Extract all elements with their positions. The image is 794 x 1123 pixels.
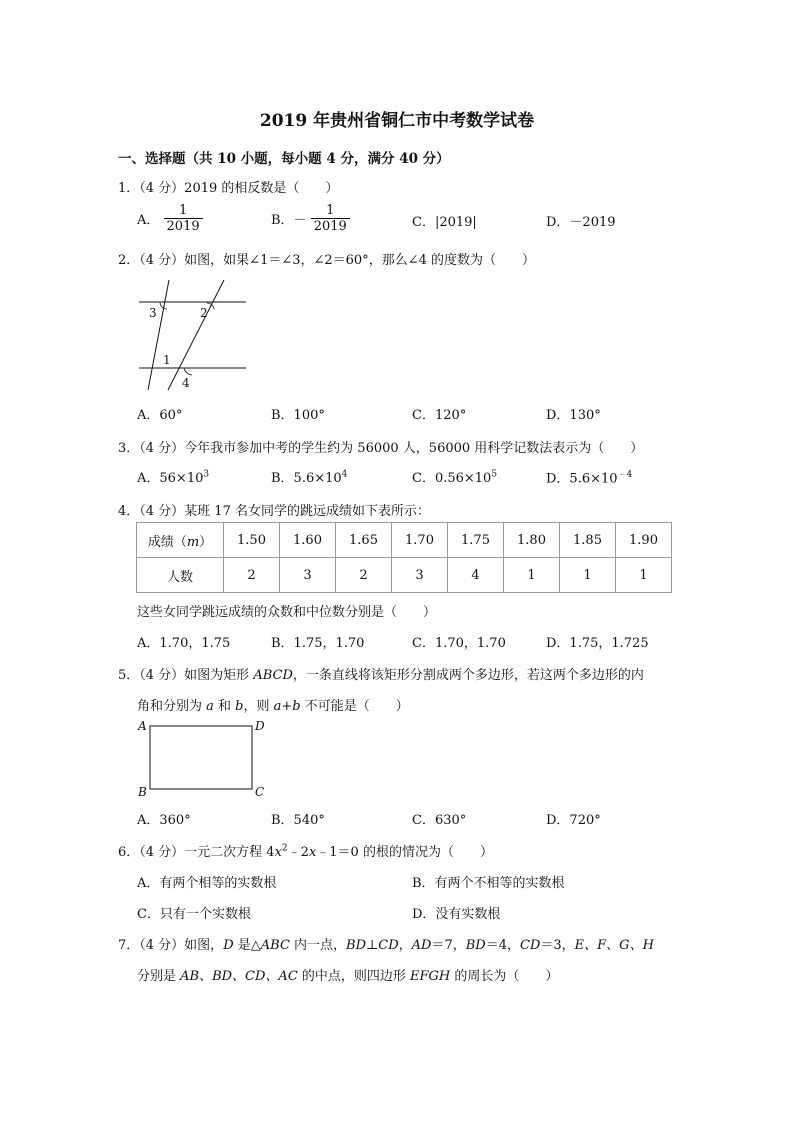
- q5-label-c: C: [255, 785, 265, 799]
- q2-label-2: 2: [200, 306, 208, 320]
- q1-a-numerator: 1: [164, 203, 203, 219]
- q6-stem-a: 6．（4 分）一元二次方程 4: [118, 845, 275, 860]
- q7-pts-efgh: E、F、G、H: [574, 938, 654, 953]
- q7-seg-ad: AD: [411, 938, 432, 953]
- q5-label-a: A: [138, 719, 147, 733]
- q2-right-transversal: [168, 280, 224, 390]
- q7-l2-a: 分别是: [137, 969, 181, 984]
- q2-label-1: 1: [163, 353, 171, 367]
- q2-angle4-arc: [184, 368, 192, 375]
- q3-option-c: [412, 467, 497, 486]
- q2-angle3-arc: [160, 302, 167, 309]
- q7-l1-d: ，: [398, 938, 412, 953]
- table-cell: 1: [504, 558, 560, 593]
- q1-b-numerator: 1: [311, 203, 350, 219]
- table-cell: 2: [336, 558, 392, 593]
- q5-rectangle-abcd: [150, 726, 252, 789]
- q5-stem-line2: [137, 695, 409, 714]
- q3-a-exp: 3: [203, 469, 210, 480]
- q3-stem: 3．（4 分）今年我市参加中考的学生约为 56000 人，56000 用科学记数法表示为（ ）: [118, 441, 644, 456]
- q5-option-d: D．720°: [546, 813, 601, 828]
- q6-option-a: A．有两个相等的实数根: [137, 876, 277, 891]
- q7-segments: AB、BD、CD、AC: [180, 969, 298, 984]
- q7-l1-a: 7．（4 分）如图，: [118, 938, 224, 953]
- q2-option-b: B．100°: [271, 408, 325, 423]
- table-cell: 3: [392, 558, 448, 593]
- q5-var-b: b: [235, 699, 244, 714]
- q4-header-score-b: ）: [199, 534, 213, 550]
- q3-c-base: C．0.56×10: [412, 471, 492, 486]
- q5-l2-b: 和: [213, 699, 236, 714]
- table-cell: 2: [224, 558, 280, 593]
- q2-label-4: 4: [182, 376, 190, 390]
- q6-var-x2: x: [308, 845, 317, 860]
- q6-option-d: D．没有实数根: [412, 907, 501, 922]
- q5-l2-c: ，则: [243, 699, 274, 714]
- q1-a-label: A．: [137, 213, 160, 228]
- q4-question: 这些女同学跳远成绩的众数和中位数分别是（ ）: [137, 605, 437, 620]
- q3-c-exp: 5: [491, 469, 498, 480]
- q5-var-ab: a+b: [273, 699, 301, 714]
- q4-header-count: 人数: [137, 558, 224, 593]
- q3-b-exp: 4: [341, 469, 348, 480]
- q1-option-a: [137, 203, 203, 234]
- page-title: 2019 年贵州省铜仁市中考数学试卷: [259, 111, 535, 131]
- q3-d-exp: ﹣4: [617, 470, 633, 480]
- q3-b-base: B．5.6×10: [271, 471, 342, 486]
- q7-quad-efgh: EFGH: [410, 969, 451, 984]
- q4-option-a: A．1.70，1.75: [137, 636, 231, 651]
- q1-a-denominator: 2019: [166, 219, 200, 234]
- q4-option-b: B．1.75，1.70: [271, 636, 365, 651]
- q5-stem-line1: [118, 664, 644, 683]
- q7-l2-b: 的中点，则四边形: [297, 969, 411, 984]
- q6-option-b: B．有两个不相等的实数根: [412, 876, 565, 891]
- section-heading: 一、选择题（共 10 小题，每小题 4 分，满分 40 分）: [118, 151, 450, 167]
- q7-stem-line1: [118, 934, 654, 953]
- q1-b-denominator: 2019: [313, 219, 347, 234]
- q1-option-c: C．|2019|: [412, 215, 477, 230]
- q2-option-a: A．60°: [137, 408, 183, 423]
- q2-label-3: 3: [149, 306, 157, 320]
- q5-var-a: a: [206, 699, 214, 714]
- q7-seg-bd2: BD: [465, 938, 486, 953]
- q7-l1-b: 是△: [233, 938, 261, 953]
- q5-l2-d: 不可能是（ ）: [300, 699, 409, 714]
- q6-var-x: x: [274, 845, 282, 860]
- q7-l1-e: ＝7，: [431, 938, 466, 953]
- q5-figure-rectangle: [136, 716, 276, 800]
- q7-tri-abc: ABC: [260, 938, 290, 953]
- q3-option-b: [271, 467, 347, 486]
- table-cell: 1: [560, 558, 616, 593]
- q4-score-table: [136, 522, 672, 593]
- q5-label-d: D: [255, 719, 265, 733]
- q7-l2-c: 的周长为（ ）: [450, 969, 559, 984]
- q5-rect-name: ABCD: [253, 668, 293, 683]
- q6-stem: [118, 841, 493, 860]
- table-row: [137, 523, 672, 558]
- q2-stem: 2．（4 分）如图，如果∠1＝∠3，∠2＝60°，那么∠4 的度数为（ ）: [118, 253, 536, 268]
- q6-option-c: C．只有一个实数根: [137, 907, 251, 922]
- table-cell: 1.80: [504, 523, 560, 558]
- q7-seg-cd2: CD: [520, 938, 541, 953]
- q5-option-b: B．540°: [271, 813, 325, 828]
- q7-seg-bd: BD: [346, 938, 367, 953]
- table-cell: 1.70: [392, 523, 448, 558]
- q1-option-d: D．－2019: [546, 215, 616, 230]
- q1-a-fraction: [164, 203, 203, 234]
- q3-a-base: A．56×10: [137, 471, 204, 486]
- table-row: [137, 558, 672, 593]
- q5-l2-a: 角和分别为: [137, 699, 207, 714]
- q5-label-b: B: [138, 785, 147, 799]
- q7-l1-f: ＝4，: [485, 938, 521, 953]
- q1-option-b: [271, 203, 350, 234]
- q7-pt-d: D: [223, 938, 234, 953]
- q5-stem-b: ，一条直线将该矩形分割成两个多边形，若这两个多边形的内: [292, 668, 644, 683]
- q3-d-base: D．5.6×10: [546, 471, 618, 487]
- q5-option-a: A．360°: [137, 813, 191, 828]
- q1-stem: 1．（4 分）2019 的相反数是（ ）: [118, 181, 339, 196]
- q2-left-transversal: [148, 280, 169, 390]
- table-cell: 4: [448, 558, 504, 593]
- q4-stem: 4．（4 分）某班 17 名女同学的跳远成绩如下表所示：: [118, 504, 430, 519]
- q7-l1-c: 内一点，: [289, 938, 347, 953]
- table-cell: 3: [280, 558, 336, 593]
- table-cell: 1.65: [336, 523, 392, 558]
- q4-option-d: D．1.75，1.725: [546, 636, 649, 651]
- q7-l1-g: ＝3，: [540, 938, 575, 953]
- q7-stem-line2: [137, 965, 558, 984]
- table-cell: 1.90: [616, 523, 672, 558]
- q4-header-score-unit: m: [186, 534, 200, 550]
- q5-stem-a: 5．（4 分）如图为矩形: [118, 668, 254, 683]
- q1-b-fraction: [311, 203, 350, 234]
- q2-option-d: D．130°: [546, 408, 601, 423]
- q3-option-a: [137, 467, 209, 486]
- table-cell: 1: [616, 558, 672, 593]
- q4-option-c: C．1.70，1.70: [412, 636, 506, 651]
- q2-option-c: C．120°: [412, 408, 467, 423]
- q2-figure-parallel-lines: [136, 276, 251, 394]
- q5-option-c: C．630°: [412, 813, 467, 828]
- q4-header-score: [137, 523, 224, 558]
- q7-seg-cd: CD: [378, 938, 399, 953]
- q1-b-label: B．－: [271, 213, 307, 228]
- q7-perp: ⊥: [366, 938, 379, 953]
- q4-header-score-a: 成绩（: [147, 534, 187, 550]
- q6-stem-c: ﹣1＝0 的根的情况为（ ）: [316, 845, 493, 860]
- q6-exp: 2: [281, 843, 288, 854]
- table-cell: 1.75: [448, 523, 504, 558]
- q6-stem-b: ﹣2: [287, 845, 309, 860]
- table-cell: 1.50: [224, 523, 280, 558]
- table-cell: 1.85: [560, 523, 616, 558]
- q3-option-d: [546, 467, 632, 486]
- table-cell: 1.60: [280, 523, 336, 558]
